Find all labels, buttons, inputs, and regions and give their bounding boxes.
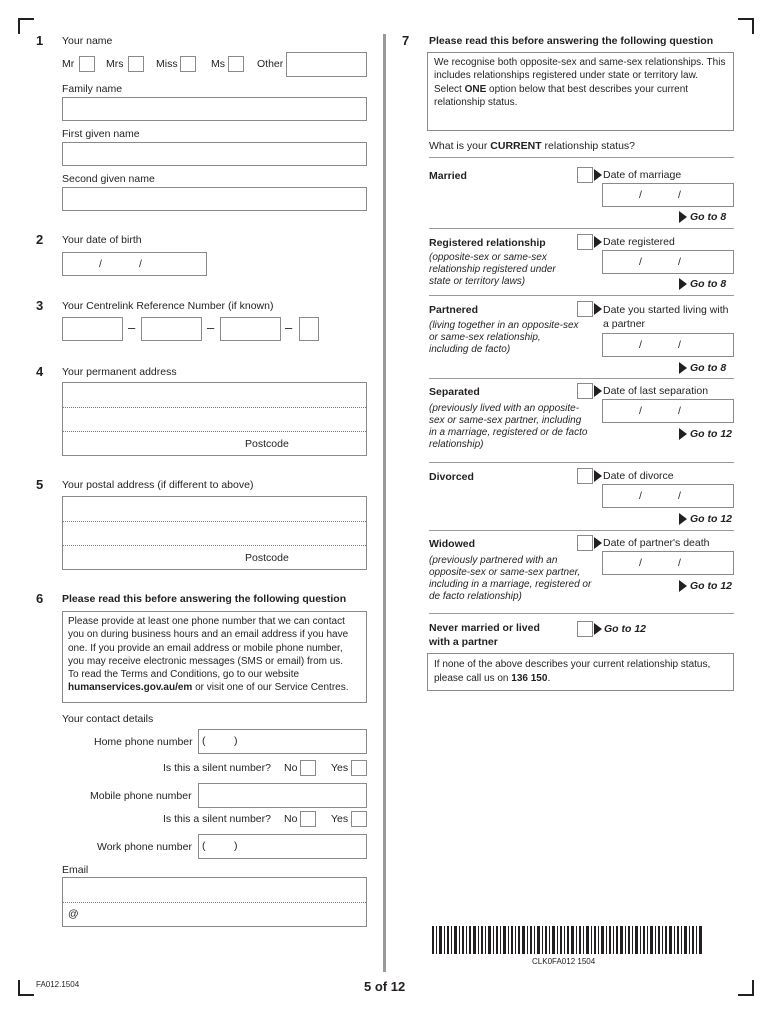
work-phone-paren-close: ) [234,840,238,852]
crn-field-part-4[interactable] [299,317,319,341]
family-name-label: Family name [62,83,123,95]
title-other-field[interactable] [286,52,367,77]
q5-number: 5 [36,477,44,492]
q2-number: 2 [36,232,44,247]
widowed-date-sep-2: / [678,557,681,569]
family-name-field[interactable] [62,97,367,121]
option-registered-date-field[interactable] [602,250,734,274]
separated-date-sep-1: / [639,405,642,417]
option-never-married-title: Never married or lived with a partner [429,622,540,648]
date-of-birth-field[interactable] [62,252,207,276]
postal-address-line-2 [63,545,366,546]
terms-link[interactable]: humanservices.gov.au/em [68,682,193,694]
crn-dash-2: – [207,320,215,335]
q6-note-line-5: To read the Terms and Conditions, go to our website [68,669,300,681]
option-divorced-date-field[interactable] [602,484,734,508]
option-partnered-date-label: Date you started living with a partner [603,304,729,330]
dob-separator-1: / [99,258,102,270]
option-widowed-date-label: Date of partner's death [603,537,710,549]
q1-label: Your name [62,35,113,47]
q6-number: 6 [36,591,44,606]
option-married-date-field[interactable] [602,183,734,207]
title-other-label: Other [257,58,284,70]
q6-note-line-3: one. If you provide an email address or mobile phone number, [68,642,343,654]
postal-address-field[interactable] [62,496,367,570]
postal-address-line-1 [63,521,366,522]
home-phone-paren-close: ) [234,735,238,747]
partnered-goto: Go to 8 [690,362,727,374]
q7-note-select-one: Select ONE option below that best describes your current relationship status. [434,83,689,108]
q1-number: 1 [36,33,44,48]
relationship-status-question: What is your CURRENT relationship status? [429,140,636,152]
q7-footer-note: If none of the above describes your current relationship status, please call us on 136 150. [427,653,734,691]
option-married-date-label: Date of marriage [603,169,682,181]
mobile-silent-yes-label: Yes [331,813,349,825]
dob-separator-2: / [139,258,142,270]
option-widowed-sub: (previously partnered with an opposite-sex or same-sex partner, including in a marriage, registered or de facto relationship) [429,555,592,602]
registered-goto-arrow-icon [679,278,687,290]
partnered-date-sep-2: / [678,339,681,351]
option-never-married-arrow-icon [594,623,602,635]
mobile-silent-yes-checkbox[interactable] [351,811,367,827]
q3-number: 3 [36,298,44,313]
option-partnered-checkbox[interactable] [577,301,593,317]
corner-mark-bottom-right [738,980,754,996]
q4-label: Your permanent address [62,366,177,378]
home-phone-field[interactable] [198,729,367,754]
q7-heading: Please read this before answering the following question [429,35,714,47]
never-married-goto: Go to 12 [604,623,647,635]
email-line [63,902,366,903]
option-divorced-arrow-icon [594,470,602,482]
home-silent-no-checkbox[interactable] [300,760,316,776]
registered-date-sep-2: / [678,256,681,268]
work-phone-label: Work phone number [97,841,192,853]
title-mr-checkbox[interactable] [79,56,95,72]
option-separated-title: Separated [429,386,480,398]
q7-rule-2 [429,295,734,296]
corner-mark-bottom-left [18,980,34,996]
q7-rule-5 [429,530,734,531]
home-silent-yes-label: Yes [331,762,349,774]
q6-note-tail: or visit one of our Service Centres. [192,682,349,694]
work-phone-paren-open: ( [202,840,206,852]
option-married-checkbox[interactable] [577,167,593,183]
option-separated-date-field[interactable] [602,399,734,423]
married-goto-arrow-icon [679,211,687,223]
widowed-goto-arrow-icon [679,580,687,592]
married-goto: Go to 8 [690,211,727,223]
mobile-phone-label: Mobile phone number [90,790,192,802]
divorced-goto: Go to 12 [690,513,733,525]
married-date-sep-1: / [639,189,642,201]
page-number: 5 of 12 [364,979,406,994]
q7-rule-top [429,157,734,158]
option-partnered-arrow-icon [594,303,602,315]
q7-rule-6 [429,613,734,614]
home-silent-no-label: No [284,762,298,774]
divorced-goto-arrow-icon [679,513,687,525]
contact-details-label: Your contact details [62,713,154,725]
option-separated-checkbox[interactable] [577,383,593,399]
q6-note-line-4: you may receive electronic messages (SMS or email) from us. [68,655,344,667]
q7-info-note [427,52,734,131]
second-given-name-field[interactable] [62,187,367,211]
permanent-postcode-label: Postcode [245,438,289,450]
work-phone-field[interactable] [198,834,367,859]
crn-dash-3: – [285,320,293,335]
q6-heading: Please read this before answering the following question [62,593,347,605]
first-given-name-label: First given name [62,128,140,140]
mobile-silent-no-label: No [284,813,298,825]
separated-goto-arrow-icon [679,428,687,440]
first-given-name-field[interactable] [62,142,367,166]
separated-goto: Go to 12 [690,428,733,440]
widowed-date-sep-1: / [639,557,642,569]
q3-label: Your Centrelink Reference Number (if known) [62,300,274,312]
option-registered-date-label: Date registered [603,236,675,248]
home-silent-question: Is this a silent number? [163,762,271,774]
q5-label: Your postal address (if different to above) [62,479,254,491]
option-divorced-checkbox[interactable] [577,468,593,484]
title-miss-checkbox[interactable] [180,56,196,72]
option-widowed-title: Widowed [429,538,475,550]
q6-note-line-2: you on during business hours and an email address if you have [68,629,349,641]
corner-mark-top-left [18,18,34,34]
crn-field-part-1[interactable] [62,317,123,341]
q7-rule-3 [429,378,734,379]
q6-info-note [62,611,367,703]
email-at-sign: @ [68,908,79,920]
option-widowed-arrow-icon [594,537,602,549]
q2-label: Your date of birth [62,234,142,246]
second-given-name-label: Second given name [62,173,155,185]
partnered-date-sep-1: / [639,339,642,351]
q7-rule-4 [429,462,734,463]
title-miss-label: Miss [156,58,178,70]
q7-number: 7 [402,33,410,48]
barcode-text: CLK0FA012 1504 [532,957,596,966]
divorced-date-sep-1: / [639,490,642,502]
title-ms-checkbox[interactable] [228,56,244,72]
home-phone-paren-open: ( [202,735,206,747]
q6-note-line-6 [68,681,361,694]
divorced-date-sep-2: / [678,490,681,502]
crn-field-part-3[interactable] [220,317,281,341]
q4-number: 4 [36,364,44,379]
option-widowed-date-field[interactable] [602,551,734,575]
option-registered-sub: (opposite-sex or same-sex relationship registered under state or territory laws) [429,252,556,287]
option-partnered-title: Partnered [429,304,479,316]
option-registered-checkbox[interactable] [577,234,593,250]
partnered-goto-arrow-icon [679,362,687,374]
option-married-title: Married [429,170,467,182]
title-ms-label: Ms [211,58,225,70]
postal-postcode-label: Postcode [245,552,289,564]
email-label: Email [62,864,89,876]
option-separated-sub: (previously lived with an opposite-sex or same-sex partner, including in a marriage, registered or de facto relationship) [429,403,588,450]
married-date-sep-2: / [678,189,681,201]
title-mr-label: Mr [62,58,75,70]
option-registered-arrow-icon [594,236,602,248]
crn-field-part-2[interactable] [141,317,202,341]
registered-goto: Go to 8 [690,278,727,290]
q7-note-recognise: We recognise both opposite-sex and same-sex relationships. This includes relationships registered under state or territory law. [434,57,726,82]
option-widowed-checkbox[interactable] [577,535,593,551]
option-separated-arrow-icon [594,385,602,397]
home-phone-label: Home phone number [94,736,193,748]
permanent-address-line-2 [63,431,366,432]
registered-date-sep-1: / [639,256,642,268]
option-partnered-date-field[interactable] [602,333,734,357]
option-registered-title: Registered relationship [429,237,546,249]
corner-mark-top-right [738,18,754,34]
option-divorced-title: Divorced [429,471,474,483]
column-divider [383,34,386,972]
q6-note-line-1: Please provide at least one phone number that we can contact [68,616,345,627]
barcode-image [432,926,704,954]
option-divorced-date-label: Date of divorce [603,470,674,482]
title-mrs-label: Mrs [106,58,124,70]
option-never-married-checkbox[interactable] [577,621,593,637]
separated-date-sep-2: / [678,405,681,417]
mobile-silent-question: Is this a silent number? [163,813,271,825]
mobile-phone-field[interactable] [198,783,367,808]
permanent-address-field[interactable] [62,382,367,456]
home-silent-yes-checkbox[interactable] [351,760,367,776]
option-partnered-sub: (living together in an opposite-sex or same-sex relationship, including de facto) [429,320,579,355]
permanent-address-line-1 [63,407,366,408]
crn-dash-1: – [128,320,136,335]
mobile-silent-no-checkbox[interactable] [300,811,316,827]
title-mrs-checkbox[interactable] [128,56,144,72]
option-married-arrow-icon [594,169,602,181]
q7-rule-1 [429,228,734,229]
option-separated-date-label: Date of last separation [603,385,709,397]
widowed-goto: Go to 12 [690,580,733,592]
form-code: FA012.1504 [36,980,80,989]
